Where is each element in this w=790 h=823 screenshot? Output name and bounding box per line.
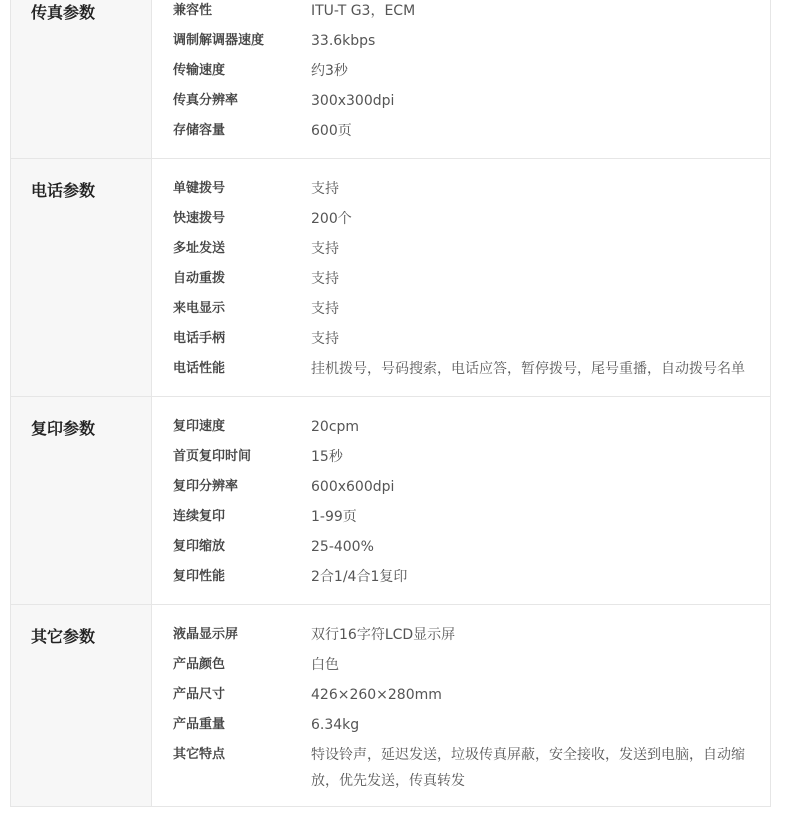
spec-row (173, 532, 756, 562)
spec-value: 200个 (311, 211, 352, 227)
spec-label: 调制解调器速度 (173, 33, 265, 48)
spec-rows (152, 0, 770, 158)
spec-value: 1-99页 (311, 509, 357, 525)
spec-row (173, 56, 756, 86)
spec-value: 300x300dpi (311, 93, 395, 109)
spec-row (173, 740, 756, 794)
spec-label: 产品重量 (173, 717, 226, 732)
spec-row (173, 680, 756, 710)
spec-value: 特设铃声，延迟发送，垃圾传真屏蔽，安全接收，发送到电脑，自动缩放，优先发送，传真转发 (311, 747, 745, 789)
spec-value: 426×260×280mm (311, 687, 442, 703)
section-copy-params (11, 396, 770, 604)
spec-label: 多址发送 (173, 241, 226, 256)
spec-value: 15秒 (311, 449, 343, 465)
spec-label: 液晶显示屏 (173, 627, 239, 642)
spec-row (173, 116, 756, 146)
spec-label: 传真分辨率 (173, 93, 239, 108)
spec-value: 33.6kbps (311, 33, 376, 49)
spec-value: 支持 (311, 331, 339, 347)
section-phone-params (11, 158, 770, 396)
spec-row (173, 234, 756, 264)
spec-value: 挂机拨号，号码搜索，电话应答，暂停拨号，尾号重播，自动拨号名单 (311, 361, 745, 377)
section-title-cell (11, 605, 152, 806)
spec-value: ITU-T G3，ECM (311, 3, 416, 19)
spec-table (10, 0, 771, 807)
spec-row (173, 26, 756, 56)
spec-row (173, 204, 756, 234)
spec-value: 600x600dpi (311, 479, 395, 495)
spec-value: 支持 (311, 301, 339, 317)
spec-label: 连续复印 (173, 509, 226, 524)
section-title-cell (11, 397, 152, 604)
section-other-params (11, 604, 770, 806)
spec-value: 25-400% (311, 539, 374, 555)
spec-row (173, 710, 756, 740)
spec-label: 产品尺寸 (173, 687, 226, 702)
spec-label: 传输速度 (173, 63, 226, 78)
spec-label: 兼容性 (173, 3, 213, 18)
spec-label: 单键拨号 (173, 181, 226, 196)
spec-value: 支持 (311, 241, 339, 257)
spec-label: 自动重拨 (173, 271, 226, 286)
spec-value: 支持 (311, 271, 339, 287)
spec-row (173, 412, 756, 442)
section-title: 复印参数 (31, 419, 96, 438)
spec-value: 支持 (311, 181, 339, 197)
section-title: 其它参数 (31, 627, 96, 646)
spec-value: 约3秒 (311, 63, 348, 79)
spec-row (173, 472, 756, 502)
section-title-cell (11, 159, 152, 396)
spec-label: 存储容量 (173, 123, 226, 138)
spec-row (173, 174, 756, 204)
spec-label: 产品颜色 (173, 657, 226, 672)
spec-label: 快速拨号 (173, 211, 226, 226)
spec-value: 白色 (311, 657, 339, 673)
spec-label: 复印性能 (173, 569, 226, 584)
spec-row (173, 0, 756, 26)
spec-value: 600页 (311, 123, 352, 139)
spec-label: 来电显示 (173, 301, 226, 316)
spec-row (173, 264, 756, 294)
spec-row (173, 442, 756, 472)
section-fax-params (11, 0, 770, 158)
section-title: 电话参数 (31, 181, 96, 200)
spec-row (173, 620, 756, 650)
spec-label: 电话手柄 (173, 331, 226, 346)
spec-label: 复印速度 (173, 419, 226, 434)
spec-value: 20cpm (311, 419, 360, 435)
spec-row (173, 650, 756, 680)
spec-row (173, 354, 756, 384)
spec-rows (152, 159, 770, 396)
spec-value: 2合1/4合1复印 (311, 569, 408, 585)
spec-label: 电话性能 (173, 361, 226, 376)
spec-value: 双行16字符LCD显示屏 (311, 627, 456, 643)
spec-label: 复印缩放 (173, 539, 226, 554)
spec-row (173, 86, 756, 116)
spec-row (173, 562, 756, 592)
spec-label: 复印分辨率 (173, 479, 239, 494)
section-title-cell (11, 0, 152, 158)
spec-rows (152, 605, 770, 806)
spec-label: 其它特点 (173, 747, 226, 762)
spec-row (173, 294, 756, 324)
spec-row (173, 324, 756, 354)
spec-value: 6.34kg (311, 717, 360, 733)
spec-row (173, 502, 756, 532)
spec-label: 首页复印时间 (173, 449, 252, 464)
section-title: 传真参数 (31, 3, 96, 22)
spec-rows (152, 397, 770, 604)
